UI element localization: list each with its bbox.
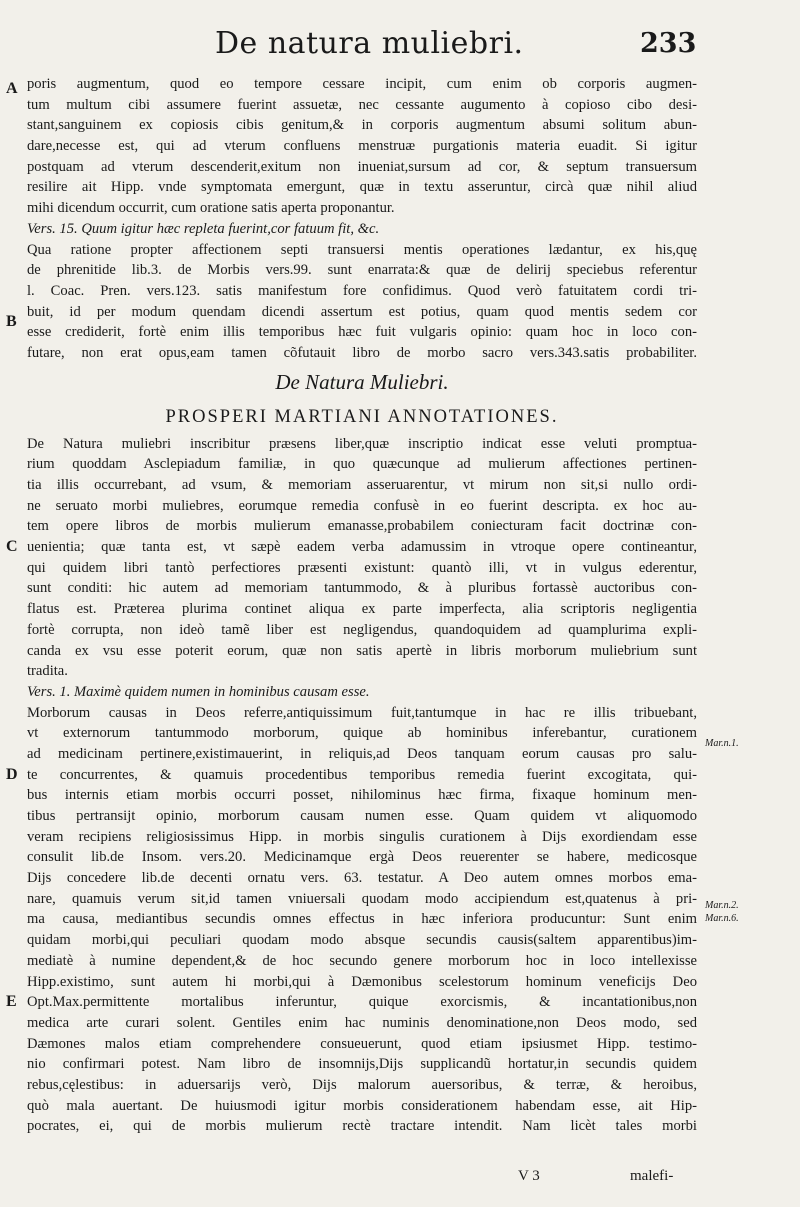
paragraph-block-3	[27, 434, 697, 682]
text-line: stant,sanguinem ex copiosis cibis genitum,& in corporis augmentum absumi solitum abun-	[27, 117, 697, 134]
text-line: ma causa, mediantibus secundis omnes effectus in hæc inferiora producuntur: Sunt enim	[27, 911, 697, 928]
text-line: qui quidem libri tantò perfectiores præsenti existunt: quantò illi, vt in vulgus ederentur,	[27, 559, 697, 576]
margin-letter-c: C	[6, 538, 18, 555]
page-number: 233	[640, 28, 697, 59]
text-line: ne seruato morbi muliebres, eorumque remedia confusè in eo fuerint descripta. ex hoc au-	[27, 497, 697, 514]
annotations-heading: PROSPERI MARTIANI ANNOTATIONES.	[165, 406, 559, 427]
margin-letter-b: B	[6, 313, 17, 330]
text-line: rebus,cęlestibus: in aduersarijs verò, Dijs malorum auersoribus, & terræ, & heroibus,	[27, 1076, 697, 1093]
paragraph-block-1	[27, 74, 697, 219]
text-line: resilire ait Hipp. vnde symptomata emergunt, quæ in textu asseruntur, circà quæ nihil aliud	[27, 179, 697, 196]
text-line: canda ex vsu esse poterit eorum, quæ non satis apertè in libris morborum muliebrium sunt	[27, 642, 697, 659]
text-line: quidam morbi,qui peculiari quodam modo absque secundis causis(saltem apparentibus)im-	[27, 932, 697, 949]
running-title: De natura muliebri.	[215, 26, 524, 61]
text-line: dare,necesse est, qui ad vterum confluens menstruæ purgationis materia euadit. Si igitur	[27, 138, 697, 155]
signature-mark: V 3	[518, 1168, 540, 1184]
text-line: Opt.Max.permittente mortalibus inferuntur, quique exorcismis, & incantationibus,non	[27, 994, 697, 1011]
verse-heading-1: Vers. 1. Maximè quidem numen in hominibus causam esse.	[27, 683, 370, 700]
text-line: Dijs concedere lib.de decenti ornatu vers. 63. testatur. A Deo autem omnes morbos ema-	[27, 870, 697, 887]
text-line: vt externorum tantummodo morborum, quique ab hominibus inferebantur, curationem	[27, 725, 697, 742]
text-line: ad medicinam pertinere,existimauerint, in reliquis,ad Deos tanquam eorum causas pro salu-	[27, 745, 697, 762]
text-line: poris augmentum, quod eo tempore cessare incipit, cum enim ob corporis augmen-	[27, 76, 697, 92]
text-line: l. Coac. Pren. vers.123. satis manifestum fore confidimus. Quod verò fatuitatem cordi tri-	[27, 282, 697, 299]
text-line: buit, id per modum quendam dicendi assertum est potius, quam quod mentis sedem cor	[27, 303, 697, 320]
main-text	[27, 74, 697, 1137]
text-line: mihi dicendum occurrit, cum oratione satis aperta proponantur.	[27, 200, 395, 217]
text-line: nare, quamuis verum sit,id tamen vniuersali quodam modo accipiendum est,quatenus à pri-	[27, 890, 697, 907]
text-line: Hipp.existimo, sunt autem hi morbi,qui à Dæmonibus scelestorum hominum veneficijs Deo	[27, 973, 697, 990]
margin-note: Mar.n.2.	[705, 900, 739, 911]
margin-letter-d: D	[6, 766, 18, 783]
text-line: tradita.	[27, 663, 68, 680]
text-line: mediatè à numine dependent,& de hoc secundo genere morborum hoc in loco intellexisse	[27, 952, 697, 969]
text-line: futare, non erat opus,eam tamen cõfutauit libro de morbo sacro vers.343.satis probabiliter.	[27, 344, 697, 361]
text-line: consulit lib.de Insom. vers.20. Medicinamque ergà Deos reuerenter se habere, medicosque	[27, 849, 697, 866]
margin-note: Mar.n.6.	[705, 913, 739, 924]
text-line: quò mala auertant. De huiusmodi igitur morbis considerationem habendam esse, ait Hip-	[27, 1097, 697, 1114]
paragraph-block-2	[27, 240, 697, 364]
margin-letter-e: E	[6, 993, 17, 1010]
text-line: Morborum causas in Deos referre,antiquissimum fuit,tantumque in hac re illis tribuebant,	[27, 704, 697, 721]
text-line: te concurrentes, & quamuis procedentibus temporibus remedia fuerint excogitata, qui-	[27, 766, 697, 783]
text-line: uenientia; quæ tanta est, vt sæpè eadem verba adamussim in vtroque opere contineantur,	[27, 539, 697, 556]
page-header	[0, 26, 800, 70]
text-line: veram recipiens religiosissimus Hipp. in morbis singulis curationem à Dijs exordiendam esse	[27, 828, 697, 845]
text-line: Dæmones malos etiam comprehendere consueuerunt, quod etiam ipsiusmet Hipp. testimo-	[27, 1035, 697, 1052]
text-line: sunt conditi: hic autem ad memoriam tantummodo, & à pluribus fortassè auctoribus con-	[27, 580, 697, 597]
section-title: De Natura Muliebri.	[275, 369, 449, 394]
text-line: tia illis occurrebant, ad vsum, & memoriam asseruarentur, vt mirum non sit,si nullo ordi-	[27, 477, 697, 493]
text-line: rium quoddam Asclepiadum familiæ, in quo quæcunque ad mulierum affectiones pertinen-	[27, 456, 697, 473]
text-line: pocrates, ei, qui de morbis mulierum rectè tractare intendit. Nam licèt tales morbi	[27, 1118, 697, 1135]
margin-note: Mar.n.1.	[705, 738, 739, 749]
text-line: tum multum cibi assumere fuerint assuetæ, nec cessante augumento à copioso cibo desi-	[27, 96, 697, 113]
text-line: nio confirmari potest. Nam libro de insomnijs,Dijs supplicandũ hortatur,in secundis quidem	[27, 1056, 697, 1073]
text-line: Qua ratione propter affectionem septi transuersi mentis operationes lædantur, ex his,quę	[27, 241, 697, 258]
text-line: fortè corrupta, non ideò tamẽ liber est negligendus, quandoquidem ad quamplurima expli-	[27, 621, 697, 638]
text-line: De Natura muliebri inscribitur præsens liber,quæ inscriptio indicat esse veluti promptua-	[27, 435, 697, 452]
text-line: tem opere libros de morbis mulierum emanasse,probabilem coniecturam facit doctrinæ con-	[27, 518, 697, 535]
text-line: medica arte curari solent. Gentiles enim hac numinis denominatione,non Deos modo, sed	[27, 1014, 697, 1031]
paragraph-block-4	[27, 703, 697, 1137]
text-line: esse crediderit, fortè enim illis temporibus hæc fuit vulgaris opinio: quam hoc in loco con-	[27, 324, 697, 341]
text-line: tibus pertransijt opinio, morborum causam numen esse. Quam quidem vt aliquomodo	[27, 808, 697, 824]
text-line: bus internis etiam morbis occurri posset, nihilominus hæc firma, fixaque hominum men-	[27, 787, 697, 804]
text-line: flatus est. Præterea plurima continet aliqua ex parte imperfecta, alia scriptoris negligentia	[27, 601, 697, 618]
page-footer	[0, 1168, 800, 1192]
text-line: postquam ad vterum descenderit,exitum non inueniat,sursum ad cor, & septum transuersum	[27, 158, 697, 175]
margin-letter-a: A	[6, 80, 18, 97]
text-line: de phrenitide lib.3. de Morbis vers.99. sunt enarrata:& quæ de delirij speciebus referentur	[27, 262, 697, 279]
catchword: malefi-	[630, 1168, 674, 1184]
verse-heading-15: Vers. 15. Quum igitur hæc repleta fuerint,cor fatuum fit, &c.	[27, 220, 380, 237]
